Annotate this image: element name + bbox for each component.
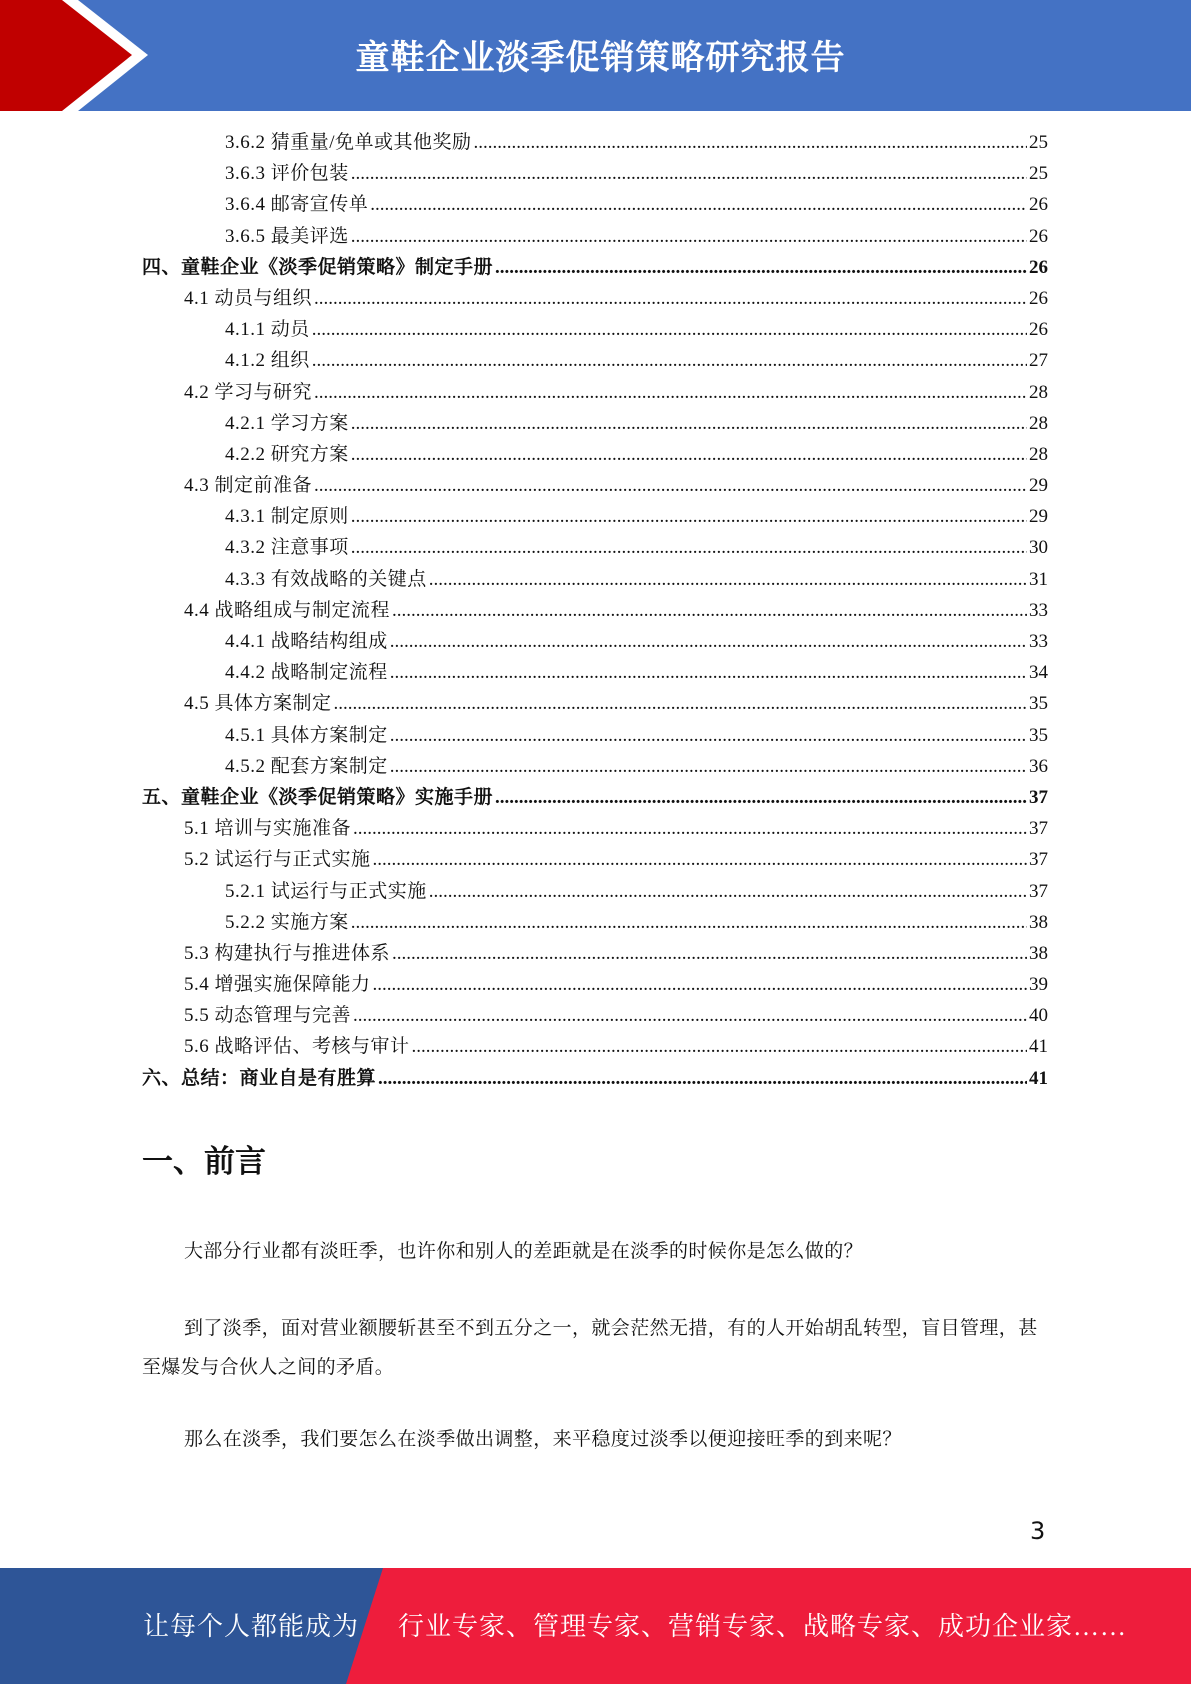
- toc-entry[interactable]: [142, 564, 1048, 595]
- toc-entry-title: 4.3.2 注意事项: [225, 537, 349, 559]
- toc-entry-page: 26: [1029, 256, 1048, 278]
- section-heading: 一、前言: [142, 1144, 266, 1180]
- toc-entry-title: 四、童鞋企业《淡季促销策略》制定手册: [142, 256, 494, 278]
- toc-entry-page: 40: [1029, 1005, 1048, 1027]
- toc-entry-page: 26: [1029, 225, 1048, 247]
- toc-entry-page: 33: [1029, 631, 1048, 652]
- toc-entry-title: 3.6.2 猜重量/免单或其他奖励: [225, 132, 472, 153]
- toc-entry-page: 29: [1029, 475, 1048, 497]
- toc-dot-leader: [351, 221, 1027, 252]
- toc-entry[interactable]: [142, 720, 1048, 751]
- toc-entry-page: 28: [1029, 443, 1048, 465]
- toc-entry[interactable]: [142, 1000, 1048, 1031]
- toc-entry-page: 35: [1029, 724, 1048, 746]
- preface-paragraph-3: 那么在淡季，我们要怎么在淡季做出调整，来平稳度过淡季以便迎接旺季的到来呢？: [184, 1429, 902, 1450]
- toc-dot-leader: [429, 564, 1027, 595]
- toc-entry-title: 5.5 动态管理与完善: [184, 1005, 352, 1027]
- toc-entry-page: 37: [1029, 818, 1048, 840]
- toc-dot-leader: [312, 314, 1027, 345]
- toc-entry-title: 5.2 试运行与正式实施: [184, 849, 371, 871]
- toc-entry[interactable]: [142, 782, 1048, 813]
- toc-entry-page: 36: [1029, 755, 1048, 777]
- toc-dot-leader: [351, 158, 1027, 189]
- toc-entry[interactable]: [142, 221, 1048, 252]
- toc-entry-title: 4.1.1 动员: [225, 319, 310, 341]
- toc-dot-leader: [353, 813, 1027, 844]
- header-title: 童鞋企业淡季促销策略研究报告: [355, 38, 846, 78]
- toc-entry[interactable]: [142, 688, 1048, 719]
- toc-entry[interactable]: [142, 1031, 1048, 1062]
- toc-entry-page: 33: [1029, 599, 1048, 621]
- toc-entry[interactable]: [142, 751, 1048, 782]
- toc-entry-page: 30: [1029, 537, 1048, 559]
- toc-entry-page: 37: [1029, 786, 1048, 808]
- toc-entry-page: 25: [1029, 132, 1048, 153]
- toc-entry[interactable]: [142, 408, 1048, 439]
- toc-entry-page: 28: [1029, 381, 1048, 403]
- toc-dot-leader: [390, 626, 1027, 657]
- toc-dot-leader: [314, 283, 1027, 314]
- toc-entry-title: 4.2.1 学习方案: [225, 412, 349, 434]
- footer-slogan-left: 让每个人都能成为: [143, 1612, 360, 1641]
- toc-entry-page: 31: [1029, 568, 1048, 590]
- toc-entry-title: 4.5 具体方案制定: [184, 693, 332, 715]
- toc-entry-title: 4.5.2 配套方案制定: [225, 755, 388, 777]
- toc-entry-page: 27: [1029, 350, 1048, 372]
- toc-dot-leader: [495, 782, 1027, 813]
- toc-entry[interactable]: [142, 252, 1048, 283]
- toc-dot-leader: [390, 657, 1027, 688]
- toc-entry-page: 41: [1029, 1036, 1048, 1058]
- page-number: 3: [1030, 1517, 1046, 1545]
- toc-entry-page: 26: [1029, 319, 1048, 341]
- toc-entry-page: 29: [1029, 506, 1048, 528]
- toc-entry[interactable]: [142, 938, 1048, 969]
- toc-entry-title: 5.6 战略评估、考核与审计: [184, 1036, 410, 1058]
- toc-entry-title: 5.2.2 实施方案: [225, 911, 349, 933]
- toc-dot-leader: [495, 252, 1027, 283]
- toc-entry-title: 4.4 战略组成与制定流程: [184, 599, 391, 621]
- table-of-contents: [142, 127, 1048, 1094]
- toc-entry-page: 38: [1029, 911, 1048, 933]
- toc-entry-title: 3.6.4 邮寄宣传单: [225, 194, 369, 216]
- toc-entry-title: 4.1.2 组织: [225, 350, 310, 372]
- toc-entry[interactable]: [142, 626, 1048, 657]
- toc-entry-title: 4.2 学习与研究: [184, 381, 313, 403]
- toc-dot-leader: [314, 377, 1027, 408]
- toc-entry-title: 4.2.2 研究方案: [225, 443, 349, 465]
- toc-entry-page: 38: [1029, 942, 1048, 964]
- toc-dot-leader: [474, 127, 1027, 158]
- toc-entry-page: 28: [1029, 412, 1048, 434]
- toc-dot-leader: [314, 470, 1027, 501]
- toc-dot-leader: [392, 595, 1027, 626]
- toc-entry[interactable]: [142, 345, 1048, 376]
- page-footer: [0, 1568, 1191, 1684]
- toc-dot-leader: [334, 688, 1027, 719]
- toc-entry-title: 4.5.1 具体方案制定: [225, 724, 388, 746]
- toc-entry-title: 5.4 增强实施保障能力: [184, 974, 371, 996]
- toc-dot-leader: [390, 720, 1027, 751]
- toc-entry[interactable]: [142, 127, 1048, 158]
- toc-dot-leader: [351, 532, 1027, 563]
- toc-entry-page: 26: [1029, 194, 1048, 216]
- toc-entry-title: 4.1 动员与组织: [184, 287, 313, 309]
- toc-entry[interactable]: [142, 189, 1048, 220]
- toc-dot-leader: [373, 969, 1027, 1000]
- footer-slogan-right: 行业专家、管理专家、营销专家、战略专家、成功企业家……: [398, 1612, 1128, 1641]
- toc-entry-title: 五、童鞋企业《淡季促销策略》实施手册: [142, 786, 494, 808]
- toc-entry[interactable]: [142, 1063, 1048, 1094]
- toc-dot-leader: [351, 408, 1027, 439]
- toc-entry-page: 25: [1029, 163, 1048, 185]
- toc-dot-leader: [351, 439, 1027, 470]
- toc-entry[interactable]: [142, 657, 1048, 688]
- toc-entry-title: 4.3.1 制定原则: [225, 506, 349, 528]
- toc-entry[interactable]: [142, 969, 1048, 1000]
- toc-entry[interactable]: [142, 283, 1048, 314]
- toc-dot-leader: [412, 1031, 1027, 1062]
- toc-entry[interactable]: [142, 844, 1048, 875]
- toc-entry-title: 六、总结：商业自是有胜算: [142, 1067, 377, 1089]
- toc-dot-leader: [312, 345, 1027, 376]
- toc-entry-title: 4.3 制定前准备: [184, 475, 313, 497]
- toc-dot-leader: [373, 844, 1027, 875]
- toc-entry[interactable]: [142, 439, 1048, 470]
- toc-entry-title: 3.6.5 最美评选: [225, 225, 349, 247]
- toc-entry-title: 5.1 培训与实施准备: [184, 818, 352, 840]
- toc-entry-page: 34: [1029, 662, 1048, 684]
- toc-entry[interactable]: [142, 907, 1048, 938]
- toc-entry-title: 5.3 构建执行与推进体系: [184, 942, 391, 964]
- toc-entry[interactable]: [142, 532, 1048, 563]
- page-header: [0, 0, 1191, 111]
- toc-entry-page: 37: [1029, 880, 1048, 902]
- toc-dot-leader: [392, 938, 1027, 969]
- toc-dot-leader: [390, 751, 1027, 782]
- toc-entry-page: 35: [1029, 693, 1048, 715]
- preface-paragraph-2: 到了淡季，面对营业额腰斩甚至不到五分之一，就会茫然无措，有的人开始胡乱转型，盲目管理，甚至爆发与合伙人之间的矛盾。: [142, 1318, 1038, 1378]
- toc-entry-title: 4.3.3 有效战略的关键点: [225, 568, 427, 590]
- toc-dot-leader: [351, 907, 1027, 938]
- toc-entry[interactable]: [142, 813, 1048, 844]
- toc-entry[interactable]: [142, 470, 1048, 501]
- toc-dot-leader: [351, 501, 1027, 532]
- toc-entry-page: 37: [1029, 849, 1048, 871]
- toc-dot-leader: [429, 876, 1027, 907]
- toc-dot-leader: [378, 1063, 1027, 1094]
- toc-entry-title: 4.4.2 战略制定流程: [225, 662, 388, 684]
- toc-entry-page: 39: [1029, 974, 1048, 996]
- toc-entry[interactable]: [142, 314, 1048, 345]
- toc-entry[interactable]: [142, 595, 1048, 626]
- toc-entry[interactable]: [142, 501, 1048, 532]
- toc-entry-page: 41: [1029, 1067, 1048, 1089]
- toc-entry-title: 5.2.1 试运行与正式实施: [225, 880, 427, 902]
- toc-entry[interactable]: [142, 377, 1048, 408]
- toc-dot-leader: [370, 189, 1027, 220]
- preface-paragraph-1: 大部分行业都有淡旺季，也许你和别人的差距就是在淡季的时候你是怎么做的？: [184, 1241, 864, 1262]
- toc-entry[interactable]: [142, 876, 1048, 907]
- toc-entry-title: 4.4.1 战略结构组成: [225, 631, 388, 652]
- toc-entry-title: 3.6.3 评价包装: [225, 163, 349, 185]
- toc-entry-page: 26: [1029, 287, 1048, 309]
- toc-entry[interactable]: [142, 158, 1048, 189]
- toc-dot-leader: [353, 1000, 1027, 1031]
